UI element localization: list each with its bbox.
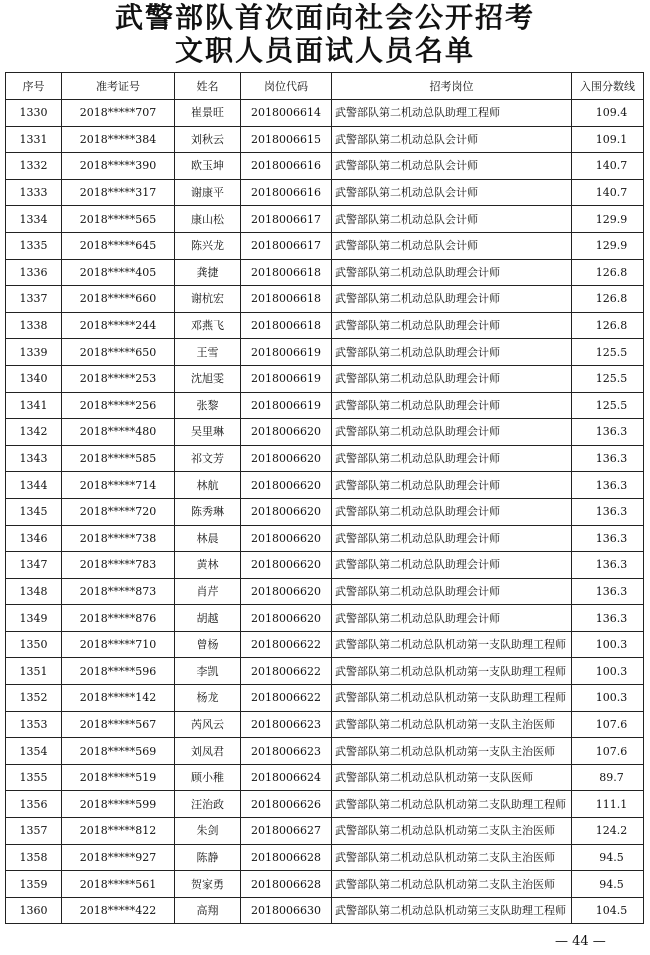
cell-serial: 1350 [6,631,62,658]
cell-post-code: 2018006623 [241,711,332,738]
cell-cutoff-score: 125.5 [572,339,644,366]
cell-name: 林晨 [175,525,241,552]
cell-cutoff-score: 136.3 [572,525,644,552]
cell-serial: 1339 [6,339,62,366]
cell-name: 龚捷 [175,259,241,286]
cell-exam-id: 2018*****422 [62,897,175,924]
cell-post: 武警部队第二机动总队机动第一支队助理工程师 [332,658,572,685]
cell-post-code: 2018006630 [241,897,332,924]
cell-cutoff-score: 89.7 [572,764,644,791]
cell-name: 胡越 [175,605,241,632]
header-post: 招考岗位 [332,73,572,100]
cell-name: 李凯 [175,658,241,685]
cell-post: 武警部队第二机动总队助理会计师 [332,445,572,472]
cell-exam-id: 2018*****710 [62,631,175,658]
cell-cutoff-score: 136.3 [572,552,644,579]
cell-cutoff-score: 126.8 [572,286,644,313]
cell-cutoff-score: 94.5 [572,871,644,898]
cell-name: 曾杨 [175,631,241,658]
table-row [6,312,644,339]
cell-post-code: 2018006618 [241,286,332,313]
cell-post-code: 2018006622 [241,631,332,658]
cell-cutoff-score: 136.3 [572,445,644,472]
cell-post-code: 2018006628 [241,844,332,871]
cell-name: 谢康平 [175,179,241,206]
cell-cutoff-score: 140.7 [572,153,644,180]
cell-post-code: 2018006619 [241,392,332,419]
cell-serial: 1357 [6,818,62,845]
cell-post: 武警部队第二机动总队助理工程师 [332,100,572,127]
cell-post: 武警部队第二机动总队机动第二支队助理工程师 [332,791,572,818]
cell-post-code: 2018006627 [241,818,332,845]
table-row [6,100,644,127]
cell-post: 武警部队第二机动总队助理会计师 [332,552,572,579]
cell-post-code: 2018006616 [241,153,332,180]
cell-cutoff-score: 136.3 [572,419,644,446]
cell-name: 张黎 [175,392,241,419]
cell-name: 贺家勇 [175,871,241,898]
cell-serial: 1337 [6,286,62,313]
cell-name: 黄林 [175,552,241,579]
table-row [6,153,644,180]
cell-post: 武警部队第二机动总队会计师 [332,153,572,180]
cell-serial: 1356 [6,791,62,818]
cell-exam-id: 2018*****384 [62,126,175,153]
cell-serial: 1349 [6,605,62,632]
cell-name: 朱剑 [175,818,241,845]
cell-cutoff-score: 125.5 [572,365,644,392]
cell-serial: 1355 [6,764,62,791]
cell-post: 武警部队第二机动总队助理会计师 [332,578,572,605]
cell-serial: 1360 [6,897,62,924]
table-row [6,658,644,685]
cell-post-code: 2018006614 [241,100,332,127]
header-cutoff-score: 入围分数线 [572,73,644,100]
page-number: — 44 — [555,934,606,949]
cell-serial: 1332 [6,153,62,180]
cell-exam-id: 2018*****876 [62,605,175,632]
cell-exam-id: 2018*****645 [62,232,175,259]
cell-exam-id: 2018*****519 [62,764,175,791]
cell-post-code: 2018006620 [241,605,332,632]
table-row [6,472,644,499]
cell-exam-id: 2018*****569 [62,738,175,765]
cell-exam-id: 2018*****660 [62,286,175,313]
cell-name: 崔景旺 [175,100,241,127]
cell-cutoff-score: 126.8 [572,312,644,339]
cell-cutoff-score: 136.3 [572,605,644,632]
cell-name: 刘凤君 [175,738,241,765]
cell-post: 武警部队第二机动总队助理会计师 [332,365,572,392]
table-row [6,498,644,525]
cell-name: 顾小稚 [175,764,241,791]
cell-cutoff-score: 136.3 [572,498,644,525]
cell-serial: 1334 [6,206,62,233]
cell-name: 邓燕飞 [175,312,241,339]
header-serial: 序号 [6,73,62,100]
table-row [6,605,644,632]
table-row [6,286,644,313]
cell-post-code: 2018006620 [241,552,332,579]
cell-exam-id: 2018*****650 [62,339,175,366]
cell-name: 王雪 [175,339,241,366]
cell-serial: 1346 [6,525,62,552]
cell-cutoff-score: 104.5 [572,897,644,924]
table-row [6,206,644,233]
table-row [6,711,644,738]
cell-name: 沈旭雯 [175,365,241,392]
cell-exam-id: 2018*****480 [62,419,175,446]
table-row [6,259,644,286]
cell-post-code: 2018006618 [241,259,332,286]
cell-post-code: 2018006628 [241,871,332,898]
cell-serial: 1330 [6,100,62,127]
cell-cutoff-score: 140.7 [572,179,644,206]
cell-name: 康山松 [175,206,241,233]
cell-exam-id: 2018*****599 [62,791,175,818]
header-exam-id: 准考证号 [62,73,175,100]
cell-post: 武警部队第二机动总队会计师 [332,232,572,259]
cell-serial: 1353 [6,711,62,738]
cell-cutoff-score: 100.3 [572,685,644,712]
cell-cutoff-score: 107.6 [572,738,644,765]
cell-exam-id: 2018*****783 [62,552,175,579]
cell-post-code: 2018006618 [241,312,332,339]
cell-serial: 1351 [6,658,62,685]
cell-post: 武警部队第二机动总队机动第二支队主治医师 [332,844,572,871]
cell-name: 欧玉坤 [175,153,241,180]
table-row [6,445,644,472]
cell-cutoff-score: 124.2 [572,818,644,845]
cell-serial: 1348 [6,578,62,605]
cell-name: 林航 [175,472,241,499]
table-row [6,764,644,791]
cell-post-code: 2018006617 [241,206,332,233]
cell-name: 吴里琳 [175,419,241,446]
cell-name: 祁文芳 [175,445,241,472]
cell-post: 武警部队第二机动总队机动第二支队主治医师 [332,871,572,898]
cell-exam-id: 2018*****390 [62,153,175,180]
cell-exam-id: 2018*****596 [62,658,175,685]
cell-serial: 1344 [6,472,62,499]
cell-post-code: 2018006620 [241,578,332,605]
table-row [6,897,644,924]
cell-exam-id: 2018*****714 [62,472,175,499]
cell-serial: 1335 [6,232,62,259]
cell-post-code: 2018006622 [241,685,332,712]
cell-post: 武警部队第二机动总队助理会计师 [332,419,572,446]
cell-post: 武警部队第二机动总队机动第二支队主治医师 [332,818,572,845]
cell-post: 武警部队第二机动总队助理会计师 [332,525,572,552]
table-row [6,365,644,392]
cell-serial: 1331 [6,126,62,153]
cell-serial: 1333 [6,179,62,206]
table-row [6,738,644,765]
cell-serial: 1345 [6,498,62,525]
cell-exam-id: 2018*****812 [62,818,175,845]
cell-post-code: 2018006620 [241,445,332,472]
cell-name: 汪治政 [175,791,241,818]
cell-exam-id: 2018*****253 [62,365,175,392]
cell-name: 肖芹 [175,578,241,605]
cell-serial: 1340 [6,365,62,392]
cell-post: 武警部队第二机动总队会计师 [332,206,572,233]
cell-exam-id: 2018*****585 [62,445,175,472]
cell-exam-id: 2018*****256 [62,392,175,419]
cell-post: 武警部队第二机动总队助理会计师 [332,472,572,499]
table-row [6,791,644,818]
cell-post-code: 2018006623 [241,738,332,765]
header-post-code: 岗位代码 [241,73,332,100]
table-row [6,578,644,605]
table-row [6,818,644,845]
cell-name: 杨龙 [175,685,241,712]
cell-serial: 1358 [6,844,62,871]
cell-exam-id: 2018*****565 [62,206,175,233]
table-row [6,525,644,552]
cell-post: 武警部队第二机动总队会计师 [332,179,572,206]
cell-post: 武警部队第二机动总队助理会计师 [332,392,572,419]
page-title-line-1: 武警部队首次面向社会公开招考 [114,1,535,34]
table-row [6,126,644,153]
cell-exam-id: 2018*****707 [62,100,175,127]
cell-post-code: 2018006620 [241,525,332,552]
cell-serial: 1338 [6,312,62,339]
cell-name: 高翔 [175,897,241,924]
cell-exam-id: 2018*****142 [62,685,175,712]
cell-post: 武警部队第二机动总队助理会计师 [332,498,572,525]
table-row [6,339,644,366]
table-row [6,232,644,259]
cell-post-code: 2018006617 [241,232,332,259]
cell-post-code: 2018006619 [241,339,332,366]
cell-name: 陈兴龙 [175,232,241,259]
table-row [6,552,644,579]
cell-cutoff-score: 107.6 [572,711,644,738]
cell-exam-id: 2018*****317 [62,179,175,206]
cell-exam-id: 2018*****738 [62,525,175,552]
cell-post-code: 2018006624 [241,764,332,791]
table-row [6,392,644,419]
cell-cutoff-score: 100.3 [572,631,644,658]
cell-post: 武警部队第二机动总队会计师 [332,126,572,153]
cell-cutoff-score: 111.1 [572,791,644,818]
cell-exam-id: 2018*****927 [62,844,175,871]
cell-post-code: 2018006619 [241,365,332,392]
cell-post-code: 2018006616 [241,179,332,206]
cell-cutoff-score: 109.1 [572,126,644,153]
cell-name: 谢杭宏 [175,286,241,313]
cell-serial: 1336 [6,259,62,286]
cell-cutoff-score: 136.3 [572,578,644,605]
cell-exam-id: 2018*****244 [62,312,175,339]
cell-post: 武警部队第二机动总队机动第一支队助理工程师 [332,685,572,712]
cell-serial: 1359 [6,871,62,898]
cell-cutoff-score: 109.4 [572,100,644,127]
cell-serial: 1354 [6,738,62,765]
cell-cutoff-score: 129.9 [572,232,644,259]
cell-cutoff-score: 100.3 [572,658,644,685]
cell-exam-id: 2018*****561 [62,871,175,898]
cell-name: 陈静 [175,844,241,871]
cell-post-code: 2018006620 [241,419,332,446]
cell-post: 武警部队第二机动总队助理会计师 [332,259,572,286]
table-row [6,631,644,658]
cell-post-code: 2018006626 [241,791,332,818]
cell-serial: 1347 [6,552,62,579]
cell-post: 武警部队第二机动总队机动第一支队医师 [332,764,572,791]
cell-cutoff-score: 129.9 [572,206,644,233]
cell-post-code: 2018006620 [241,472,332,499]
cell-cutoff-score: 136.3 [572,472,644,499]
table-row [6,685,644,712]
cell-post: 武警部队第二机动总队机动第一支队主治医师 [332,738,572,765]
cell-name: 刘秋云 [175,126,241,153]
cell-serial: 1343 [6,445,62,472]
header-name: 姓名 [175,73,241,100]
cell-post-code: 2018006622 [241,658,332,685]
cell-post: 武警部队第二机动总队助理会计师 [332,312,572,339]
table-row [6,179,644,206]
cell-post: 武警部队第二机动总队机动第一支队主治医师 [332,711,572,738]
cell-serial: 1341 [6,392,62,419]
page-title-line-2: 文职人员面试人员名单 [174,34,475,67]
table-row [6,871,644,898]
cell-cutoff-score: 94.5 [572,844,644,871]
table-row [6,419,644,446]
cell-exam-id: 2018*****405 [62,259,175,286]
cell-name: 芮风云 [175,711,241,738]
cell-serial: 1352 [6,685,62,712]
cell-exam-id: 2018*****873 [62,578,175,605]
table-row [6,844,644,871]
table-header-row [6,73,644,100]
cell-exam-id: 2018*****720 [62,498,175,525]
cell-cutoff-score: 126.8 [572,259,644,286]
cell-post: 武警部队第二机动总队助理会计师 [332,286,572,313]
cell-post: 武警部队第二机动总队机动第一支队助理工程师 [332,631,572,658]
cell-post: 武警部队第二机动总队助理会计师 [332,339,572,366]
cell-post: 武警部队第二机动总队机动第三支队助理工程师 [332,897,572,924]
cell-post: 武警部队第二机动总队助理会计师 [332,605,572,632]
candidate-table [5,72,644,924]
cell-post-code: 2018006620 [241,498,332,525]
cell-serial: 1342 [6,419,62,446]
cell-exam-id: 2018*****567 [62,711,175,738]
cell-post-code: 2018006615 [241,126,332,153]
cell-cutoff-score: 125.5 [572,392,644,419]
cell-name: 陈秀琳 [175,498,241,525]
